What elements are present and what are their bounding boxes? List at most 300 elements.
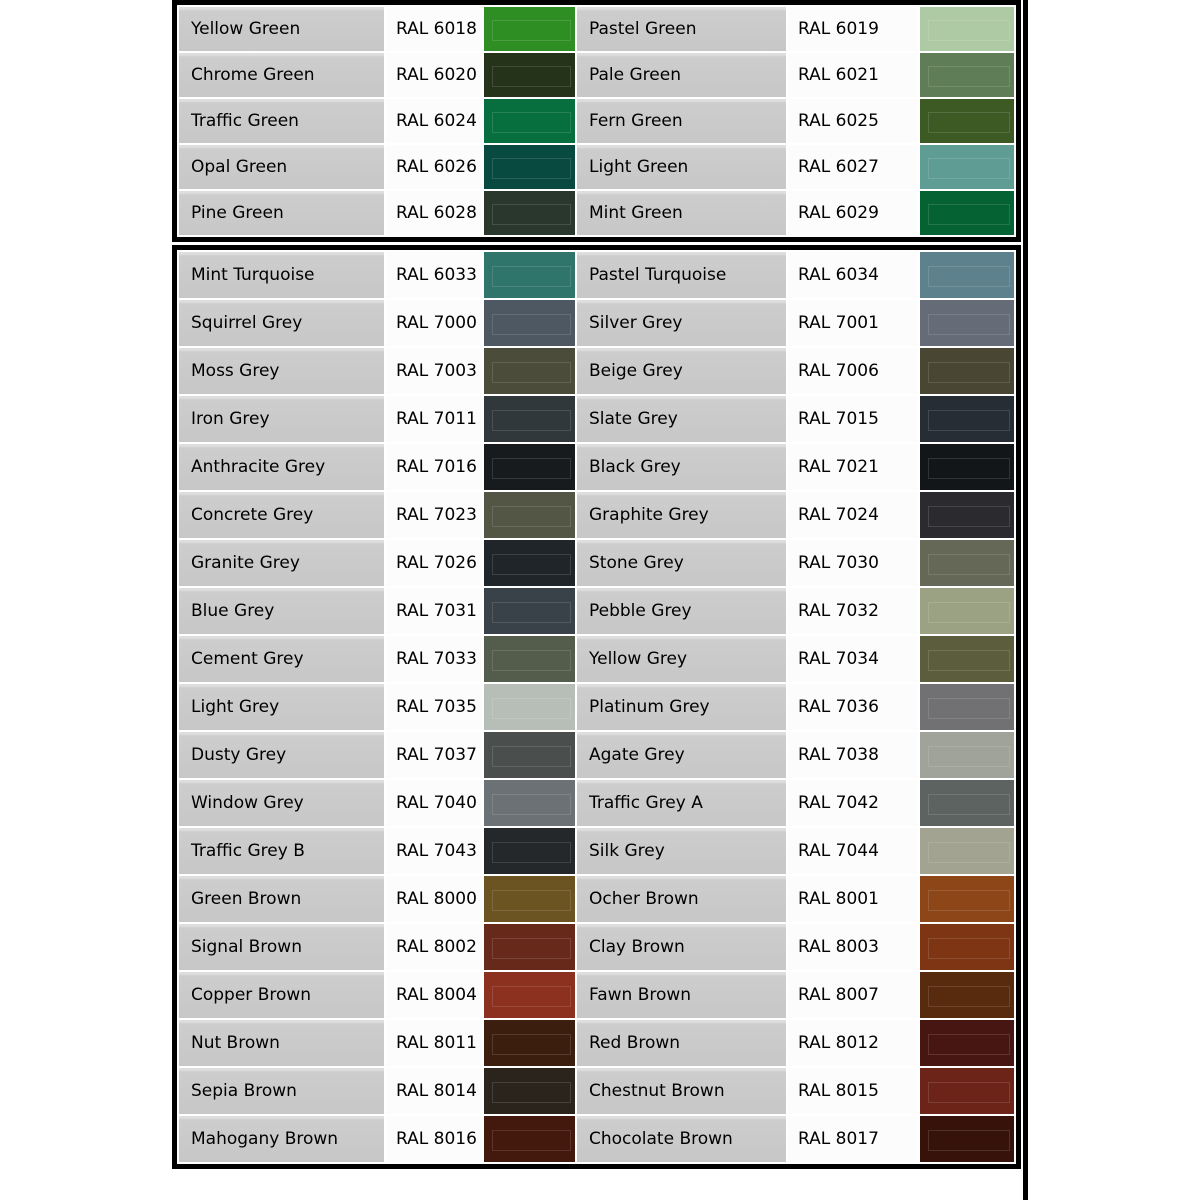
color-name: Silver Grey [589, 313, 683, 333]
swatch-inner-outline [928, 1034, 1010, 1055]
swatch-inner-outline [928, 746, 1010, 767]
ral-code-cell [386, 876, 482, 922]
swatch-inner-outline [928, 890, 1010, 911]
color-name-cell [577, 924, 786, 970]
swatch-inner-outline [492, 1034, 571, 1055]
swatch-inner-outline [492, 112, 571, 132]
color-name-cell [179, 396, 384, 442]
ral-code: RAL 6026 [396, 157, 477, 177]
swatch-inner-outline [492, 986, 571, 1007]
table-row [179, 53, 1014, 97]
ral-code: RAL 7023 [396, 505, 477, 525]
ral-code-cell [788, 636, 918, 682]
ral-code-cell [386, 348, 482, 394]
color-name: Chrome Green [191, 65, 315, 85]
ral-code: RAL 6024 [396, 111, 477, 131]
ral-code: RAL 7033 [396, 649, 477, 669]
color-swatch [920, 252, 1014, 298]
ral-code: RAL 7016 [396, 457, 477, 477]
swatch-inner-outline [928, 698, 1010, 719]
swatch-inner-outline [492, 158, 571, 178]
color-name-cell [179, 252, 384, 298]
ral-code: RAL 8002 [396, 937, 477, 957]
ral-code: RAL 8011 [396, 1033, 477, 1053]
color-swatch [484, 924, 575, 970]
ral-code-cell [386, 1116, 482, 1162]
color-swatch [484, 732, 575, 778]
ral-code-cell [788, 348, 918, 394]
swatch-inner-outline [492, 794, 571, 815]
color-swatch [484, 300, 575, 346]
color-name: Fern Green [589, 111, 683, 131]
color-name-cell [179, 684, 384, 730]
color-name: Traffic Grey A [589, 793, 703, 813]
color-swatch [484, 191, 575, 235]
swatch-inner-outline [492, 204, 571, 224]
color-swatch [920, 684, 1014, 730]
swatch-inner-outline [492, 746, 571, 767]
swatch-inner-outline [928, 986, 1010, 1007]
swatch-inner-outline [492, 20, 571, 40]
swatch-inner-outline [928, 20, 1010, 40]
ral-code-cell [788, 145, 918, 189]
color-name: Agate Grey [589, 745, 685, 765]
ral-code: RAL 7024 [798, 505, 879, 525]
ral-code: RAL 7000 [396, 313, 477, 333]
color-name-cell [577, 1020, 786, 1066]
color-swatch [484, 972, 575, 1018]
ral-code: RAL 7032 [798, 601, 879, 621]
ral-code: RAL 8000 [396, 889, 477, 909]
ral-code-cell [788, 191, 918, 235]
color-name-cell [179, 1116, 384, 1162]
green-colors-rows [179, 7, 1014, 235]
ral-code-cell [788, 53, 918, 97]
color-name-cell [179, 300, 384, 346]
swatch-inner-outline [492, 602, 571, 623]
table-row [179, 145, 1014, 189]
color-name: Ocher Brown [589, 889, 699, 909]
ral-code: RAL 7042 [798, 793, 879, 813]
ral-code-cell [788, 1068, 918, 1114]
ral-code: RAL 6018 [396, 19, 477, 39]
color-swatch [484, 99, 575, 143]
ral-code-cell [386, 732, 482, 778]
ral-color-chart [172, 0, 1028, 1200]
color-name: Yellow Green [191, 19, 301, 39]
color-name: Yellow Grey [589, 649, 688, 669]
color-name: Red Brown [589, 1033, 681, 1053]
color-name: Graphite Grey [589, 505, 709, 525]
color-name: Traffic Grey B [191, 841, 305, 861]
color-swatch [484, 492, 575, 538]
swatch-inner-outline [928, 66, 1010, 86]
color-name: Anthracite Grey [191, 457, 326, 477]
color-name-cell [577, 780, 786, 826]
swatch-inner-outline [928, 1130, 1010, 1151]
green-colors-table [172, 0, 1021, 242]
ral-code: RAL 6034 [798, 265, 879, 285]
swatch-inner-outline [492, 506, 571, 527]
ral-code-cell [386, 780, 482, 826]
ral-code-cell [386, 300, 482, 346]
color-name-cell [179, 876, 384, 922]
color-name-cell [577, 191, 786, 235]
swatch-inner-outline [492, 1130, 571, 1151]
color-name: Pale Green [589, 65, 681, 85]
color-name: Mahogany Brown [191, 1129, 339, 1149]
color-swatch [920, 191, 1014, 235]
swatch-inner-outline [928, 112, 1010, 132]
ral-code-cell [788, 972, 918, 1018]
color-name: Stone Grey [589, 553, 684, 573]
color-swatch [484, 396, 575, 442]
color-swatch [920, 396, 1014, 442]
ral-code-cell [386, 7, 482, 51]
ral-code: RAL 7035 [396, 697, 477, 717]
ral-code-cell [788, 252, 918, 298]
color-name: Iron Grey [191, 409, 270, 429]
ral-code: RAL 8004 [396, 985, 477, 1005]
color-swatch [484, 1068, 575, 1114]
color-name-cell [577, 828, 786, 874]
ral-code: RAL 7036 [798, 697, 879, 717]
ral-code: RAL 8017 [798, 1129, 879, 1149]
color-name-cell [179, 828, 384, 874]
color-swatch [920, 828, 1014, 874]
color-swatch [484, 252, 575, 298]
color-name-cell [179, 53, 384, 97]
ral-code-cell [386, 53, 482, 97]
color-name-cell [577, 53, 786, 97]
swatch-inner-outline [492, 266, 571, 287]
table-row [179, 444, 1014, 490]
color-swatch [920, 972, 1014, 1018]
table-row [179, 588, 1014, 634]
ral-code: RAL 7021 [798, 457, 879, 477]
color-name: Mint Turquoise [191, 265, 315, 285]
color-name-cell [179, 1068, 384, 1114]
color-name: Light Grey [191, 697, 280, 717]
color-name-cell [577, 300, 786, 346]
color-name-cell [179, 348, 384, 394]
color-swatch [920, 1068, 1014, 1114]
swatch-inner-outline [928, 794, 1010, 815]
table-row [179, 780, 1014, 826]
color-name-cell [179, 191, 384, 235]
ral-code: RAL 7038 [798, 745, 879, 765]
table-row [179, 972, 1014, 1018]
ral-code-cell [386, 636, 482, 682]
table-row [179, 828, 1014, 874]
color-name-cell [577, 636, 786, 682]
ral-code-cell [788, 300, 918, 346]
color-name: Granite Grey [191, 553, 300, 573]
color-name: Platinum Grey [589, 697, 710, 717]
color-name: Traffic Green [191, 111, 299, 131]
color-name-cell [577, 732, 786, 778]
swatch-inner-outline [928, 842, 1010, 863]
color-name-cell [179, 780, 384, 826]
swatch-inner-outline [492, 362, 571, 383]
ral-code-cell [788, 99, 918, 143]
color-name: Chestnut Brown [589, 1081, 725, 1101]
ral-code-cell [788, 828, 918, 874]
color-name-cell [179, 636, 384, 682]
swatch-inner-outline [928, 158, 1010, 178]
table-row [179, 492, 1014, 538]
color-name-cell [179, 588, 384, 634]
swatch-inner-outline [928, 938, 1010, 959]
table-row [179, 7, 1014, 51]
color-name-cell [577, 252, 786, 298]
color-name-cell [179, 99, 384, 143]
ral-code: RAL 7044 [798, 841, 879, 861]
ral-code: RAL 8001 [798, 889, 879, 909]
ral-code-cell [386, 252, 482, 298]
color-name: Copper Brown [191, 985, 312, 1005]
color-name-cell [577, 1068, 786, 1114]
color-swatch [484, 828, 575, 874]
swatch-inner-outline [492, 458, 571, 479]
color-name-cell [179, 540, 384, 586]
ral-code: RAL 6021 [798, 65, 879, 85]
color-name: Pebble Grey [589, 601, 692, 621]
color-swatch [484, 444, 575, 490]
color-name: Mint Green [589, 203, 683, 223]
color-name-cell [577, 876, 786, 922]
color-name-cell [577, 396, 786, 442]
color-name-cell [577, 540, 786, 586]
color-name: Moss Grey [191, 361, 280, 381]
color-name: Sepia Brown [191, 1081, 297, 1101]
ral-code: RAL 7034 [798, 649, 879, 669]
color-name: Squirrel Grey [191, 313, 303, 333]
table-row [179, 876, 1014, 922]
color-name-cell [577, 492, 786, 538]
color-swatch [484, 7, 575, 51]
color-name-cell [577, 972, 786, 1018]
ral-code-cell [386, 145, 482, 189]
color-name: Slate Grey [589, 409, 678, 429]
swatch-inner-outline [492, 698, 571, 719]
swatch-inner-outline [492, 314, 571, 335]
ral-code-cell [788, 876, 918, 922]
ral-code: RAL 7015 [798, 409, 879, 429]
table-row [179, 396, 1014, 442]
ral-code-cell [386, 588, 482, 634]
ral-code-cell [788, 732, 918, 778]
ral-code-cell [386, 924, 482, 970]
ral-code: RAL 7003 [396, 361, 477, 381]
ral-code: RAL 7001 [798, 313, 879, 333]
ral-code-cell [788, 396, 918, 442]
table-row [179, 1068, 1014, 1114]
ral-code-cell [386, 828, 482, 874]
ral-code: RAL 7031 [396, 601, 477, 621]
ral-code: RAL 8014 [396, 1081, 477, 1101]
swatch-inner-outline [928, 410, 1010, 431]
color-name-cell [179, 7, 384, 51]
color-name: Clay Brown [589, 937, 685, 957]
ral-code: RAL 7043 [396, 841, 477, 861]
swatch-inner-outline [492, 410, 571, 431]
color-swatch [920, 732, 1014, 778]
color-name-cell [577, 7, 786, 51]
ral-code: RAL 7037 [396, 745, 477, 765]
color-swatch [920, 99, 1014, 143]
color-swatch [920, 876, 1014, 922]
ral-code: RAL 7026 [396, 553, 477, 573]
ral-code-cell [386, 1068, 482, 1114]
color-name: Nut Brown [191, 1033, 280, 1053]
color-swatch [920, 540, 1014, 586]
swatch-inner-outline [928, 506, 1010, 527]
ral-code: RAL 8012 [798, 1033, 879, 1053]
swatch-inner-outline [928, 314, 1010, 335]
ral-code: RAL 7030 [798, 553, 879, 573]
color-name: Opal Green [191, 157, 288, 177]
color-name-cell [577, 348, 786, 394]
color-swatch [484, 348, 575, 394]
ral-code: RAL 7006 [798, 361, 879, 381]
color-name: Pastel Green [589, 19, 697, 39]
color-swatch [920, 636, 1014, 682]
ral-code: RAL 7040 [396, 793, 477, 813]
table-row [179, 1020, 1014, 1066]
table-row [179, 540, 1014, 586]
table-row [179, 1116, 1014, 1162]
color-swatch [484, 540, 575, 586]
ral-code-cell [386, 444, 482, 490]
color-name: Green Brown [191, 889, 302, 909]
color-name: Pastel Turquoise [589, 265, 727, 285]
swatch-inner-outline [928, 458, 1010, 479]
ral-code: RAL 6029 [798, 203, 879, 223]
ral-code: RAL 8007 [798, 985, 879, 1005]
ral-code-cell [386, 492, 482, 538]
color-name-cell [179, 732, 384, 778]
color-swatch [920, 444, 1014, 490]
color-swatch [484, 1116, 575, 1162]
table-row [179, 732, 1014, 778]
color-name-cell [577, 99, 786, 143]
color-name: Black Grey [589, 457, 681, 477]
color-name-cell [577, 444, 786, 490]
ral-code-cell [788, 7, 918, 51]
color-swatch [920, 1116, 1014, 1162]
swatch-inner-outline [492, 66, 571, 86]
color-swatch [920, 492, 1014, 538]
color-swatch [484, 780, 575, 826]
color-swatch [920, 7, 1014, 51]
color-name-cell [179, 145, 384, 189]
table-row [179, 348, 1014, 394]
color-swatch [484, 636, 575, 682]
color-name: Signal Brown [191, 937, 302, 957]
ral-code: RAL 6020 [396, 65, 477, 85]
color-name: Fawn Brown [589, 985, 692, 1005]
swatch-inner-outline [928, 554, 1010, 575]
ral-code: RAL 6025 [798, 111, 879, 131]
ral-code-cell [788, 780, 918, 826]
table-row [179, 636, 1014, 682]
color-name-cell [577, 1116, 786, 1162]
color-name-cell [179, 1020, 384, 1066]
color-swatch [484, 588, 575, 634]
color-name-cell [577, 588, 786, 634]
ral-code-cell [788, 924, 918, 970]
color-swatch [920, 1020, 1014, 1066]
ral-code-cell [386, 396, 482, 442]
table-row [179, 191, 1014, 235]
color-name: Cement Grey [191, 649, 304, 669]
color-swatch [920, 300, 1014, 346]
swatch-inner-outline [492, 554, 571, 575]
swatch-inner-outline [492, 842, 571, 863]
color-swatch [920, 924, 1014, 970]
table-row [179, 924, 1014, 970]
ral-code-cell [386, 99, 482, 143]
ral-code-cell [386, 972, 482, 1018]
color-swatch [920, 348, 1014, 394]
ral-code-cell [386, 684, 482, 730]
color-name: Blue Grey [191, 601, 275, 621]
ral-code-cell [386, 540, 482, 586]
ral-code-cell [788, 540, 918, 586]
ral-code-cell [386, 191, 482, 235]
swatch-inner-outline [492, 938, 571, 959]
ral-code-cell [788, 1020, 918, 1066]
color-swatch [920, 53, 1014, 97]
color-name: Beige Grey [589, 361, 683, 381]
ral-code-cell [788, 444, 918, 490]
table-row [179, 99, 1014, 143]
color-swatch [920, 145, 1014, 189]
ral-code: RAL 7011 [396, 409, 477, 429]
ral-code-cell [788, 588, 918, 634]
color-swatch [920, 588, 1014, 634]
table-row [179, 252, 1014, 298]
color-name-cell [179, 444, 384, 490]
ral-code: RAL 6028 [396, 203, 477, 223]
swatch-inner-outline [928, 1082, 1010, 1103]
ral-code: RAL 8015 [798, 1081, 879, 1101]
turquoise-grey-brown-colors-table [172, 245, 1021, 1169]
color-name: Chocolate Brown [589, 1129, 733, 1149]
color-name-cell [577, 684, 786, 730]
color-name: Concrete Grey [191, 505, 314, 525]
color-name: Dusty Grey [191, 745, 287, 765]
color-name-cell [179, 492, 384, 538]
color-swatch [484, 876, 575, 922]
ral-code: RAL 8016 [396, 1129, 477, 1149]
swatch-inner-outline [928, 362, 1010, 383]
color-name: Window Grey [191, 793, 304, 813]
table-row [179, 300, 1014, 346]
color-swatch [484, 53, 575, 97]
color-name-cell [179, 924, 384, 970]
color-swatch [484, 684, 575, 730]
ral-code-cell [788, 492, 918, 538]
color-swatch [484, 1020, 575, 1066]
turquoise-grey-brown-colors-rows [179, 252, 1014, 1162]
color-name-cell [179, 972, 384, 1018]
color-name: Pine Green [191, 203, 284, 223]
ral-code: RAL 6027 [798, 157, 879, 177]
table-row [179, 684, 1014, 730]
ral-code-cell [788, 1116, 918, 1162]
